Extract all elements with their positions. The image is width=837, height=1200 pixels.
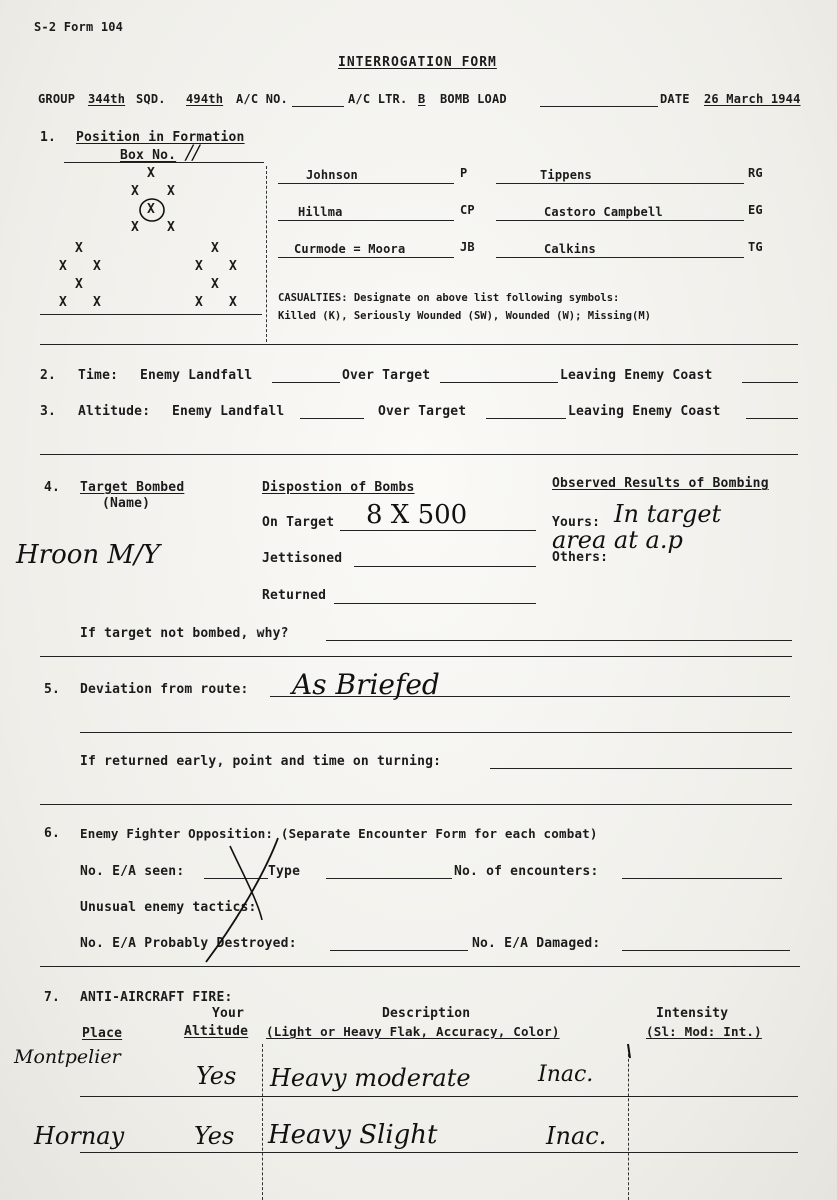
group-label: GROUP [38, 92, 76, 106]
aa-row-description: Heavy Slight [268, 1120, 438, 1150]
unusual-tactics-label: Unusual enemy tactics: [80, 900, 257, 915]
not-bombed-label: If target not bombed, why? [80, 626, 289, 641]
col-altitude-header-1: Your [212, 1006, 245, 1021]
deviation-value: As Briefed [292, 668, 440, 701]
aa-row-place: Montpelier [14, 1046, 121, 1068]
ea-seen-label: No. E/A seen: [80, 864, 185, 879]
target-name-sublabel: (Name) [102, 496, 151, 511]
others-label: Others: [552, 550, 609, 565]
formation-mark: X [229, 259, 237, 274]
ac-ltr-value: B [418, 92, 426, 106]
formation-mark: X [229, 295, 237, 310]
returned-label: Returned [262, 588, 327, 603]
group-value: 344th [88, 92, 126, 106]
sqd-value: 494th [186, 92, 224, 106]
aa-row-altitude: Yes [196, 1062, 237, 1090]
formation-mark: X [167, 184, 175, 199]
formation-mark: X [167, 220, 175, 235]
aa-row-intensity: Inac. [538, 1062, 594, 1087]
formation-mark: X [131, 184, 139, 199]
formation-mark: X [195, 259, 203, 274]
target-name-handwritten: Hroon M/Y [16, 540, 160, 570]
section-2-title: Time: [78, 368, 119, 383]
crew-name: Curmode = Moora [294, 242, 406, 256]
col-altitude-header-2: Altitude [184, 1024, 249, 1039]
aa-row-altitude: Yes [194, 1122, 235, 1150]
time-over-target-label: Over Target [342, 368, 431, 383]
crew-role: RG [748, 166, 763, 180]
yours-value-line-2: area at a.p [552, 526, 683, 554]
anti-aircraft-title: ANTI-AIRCRAFT FIRE: [80, 990, 233, 1005]
crew-role: TG [748, 240, 763, 254]
time-leaving-coast-label: Leaving Enemy Coast [560, 368, 713, 383]
formation-mark: X [75, 241, 83, 256]
casualty-instructions-2: Killed (K), Seriously Wounded (SW), Wounded (W); Missing(M) [278, 310, 651, 322]
altitude-leaving-coast-label: Leaving Enemy Coast [568, 404, 721, 419]
crew-name: Tippens [540, 168, 592, 182]
box-no-value: // [186, 140, 200, 164]
form-title: INTERROGATION FORM [338, 55, 497, 70]
formation-mark: X [59, 295, 67, 310]
on-target-label: On Target [262, 515, 335, 530]
section-1-title: Position in Formation [76, 130, 245, 145]
damaged-label: No. E/A Damaged: [472, 936, 601, 951]
aa-row-place: Hornay [34, 1122, 125, 1150]
section-7-number: 7. [44, 990, 61, 1005]
section-6-number: 6. [44, 826, 61, 841]
formation-mark: X [211, 241, 219, 256]
crew-role: JB [460, 240, 475, 254]
altitude-over-target-label: Over Target [378, 404, 467, 419]
section-5-number: 5. [44, 682, 61, 697]
type-label: Type [268, 864, 301, 879]
section-1-number: 1. [40, 130, 57, 145]
disposition-title: Dispostion of Bombs [262, 480, 415, 495]
deviation-label: Deviation from route: [80, 682, 249, 697]
section-3-number: 3. [40, 404, 57, 419]
jettisoned-label: Jettisoned [262, 551, 343, 566]
target-bombed-label: Target Bombed [80, 480, 185, 495]
aa-row-intensity: Inac. [546, 1122, 607, 1150]
ink-tick [628, 1044, 630, 1058]
crew-name: Hillma [298, 205, 343, 219]
sqd-label: SQD. [136, 92, 166, 106]
section-6-title: Enemy Fighter Opposition: (Separate Encounter Form for each combat) [80, 826, 598, 841]
formation-mark: X [195, 295, 203, 310]
encounters-label: No. of encounters: [454, 864, 599, 879]
ac-ltr-label: A/C LTR. [348, 92, 408, 106]
formation-mark: X [75, 277, 83, 292]
date-value: 26 March 1944 [704, 92, 801, 106]
cross-out-stroke [206, 838, 278, 962]
section-3-title: Altitude: [78, 404, 151, 419]
formation-mark: X [147, 166, 155, 181]
crew-name: Castoro Campbell [544, 205, 663, 219]
col-intensity-header-1: Intensity [656, 1006, 729, 1021]
section-2-number: 2. [40, 368, 57, 383]
form-id: S-2 Form 104 [34, 20, 124, 34]
formation-mark-own-aircraft: X [147, 202, 155, 217]
bomb-load-label: BOMB LOAD [440, 92, 507, 106]
time-landfall-label: Enemy Landfall [140, 368, 253, 383]
aa-row-description: Heavy moderate [270, 1064, 471, 1092]
formation-mark: X [59, 259, 67, 274]
crew-role: CP [460, 203, 475, 217]
col-description-header-1: Description [382, 1006, 471, 1021]
crew-role: P [460, 166, 468, 180]
yours-label: Yours: [552, 515, 601, 530]
own-aircraft-circle [140, 199, 164, 221]
col-description-header-2: (Light or Heavy Flak, Accuracy, Color) [266, 1024, 560, 1039]
on-target-value: 8 X 500 [366, 500, 468, 530]
ac-no-label: A/C NO. [236, 92, 288, 106]
col-place-header: Place [82, 1026, 123, 1041]
col-intensity-header-2: (Sl: Mod: Int.) [646, 1024, 762, 1039]
yours-value-line-1: In target [614, 500, 722, 528]
returned-early-label: If returned early, point and time on turning: [80, 754, 442, 769]
altitude-landfall-label: Enemy Landfall [172, 404, 285, 419]
formation-mark: X [131, 220, 139, 235]
probably-destroyed-label: No. E/A Probably Destroyed: [80, 936, 297, 951]
observed-results-title: Observed Results of Bombing [552, 476, 769, 491]
box-no-label: Box No. [120, 148, 177, 163]
crew-name: Johnson [306, 168, 358, 182]
crew-role: EG [748, 203, 763, 217]
formation-mark: X [93, 259, 101, 274]
formation-mark: X [211, 277, 219, 292]
crew-name: Calkins [544, 242, 596, 256]
formation-mark: X [93, 295, 101, 310]
section-4-number: 4. [44, 480, 61, 495]
casualty-instructions-1: CASUALTIES: Designate on above list following symbols: [278, 292, 620, 304]
date-label: DATE [660, 92, 690, 106]
